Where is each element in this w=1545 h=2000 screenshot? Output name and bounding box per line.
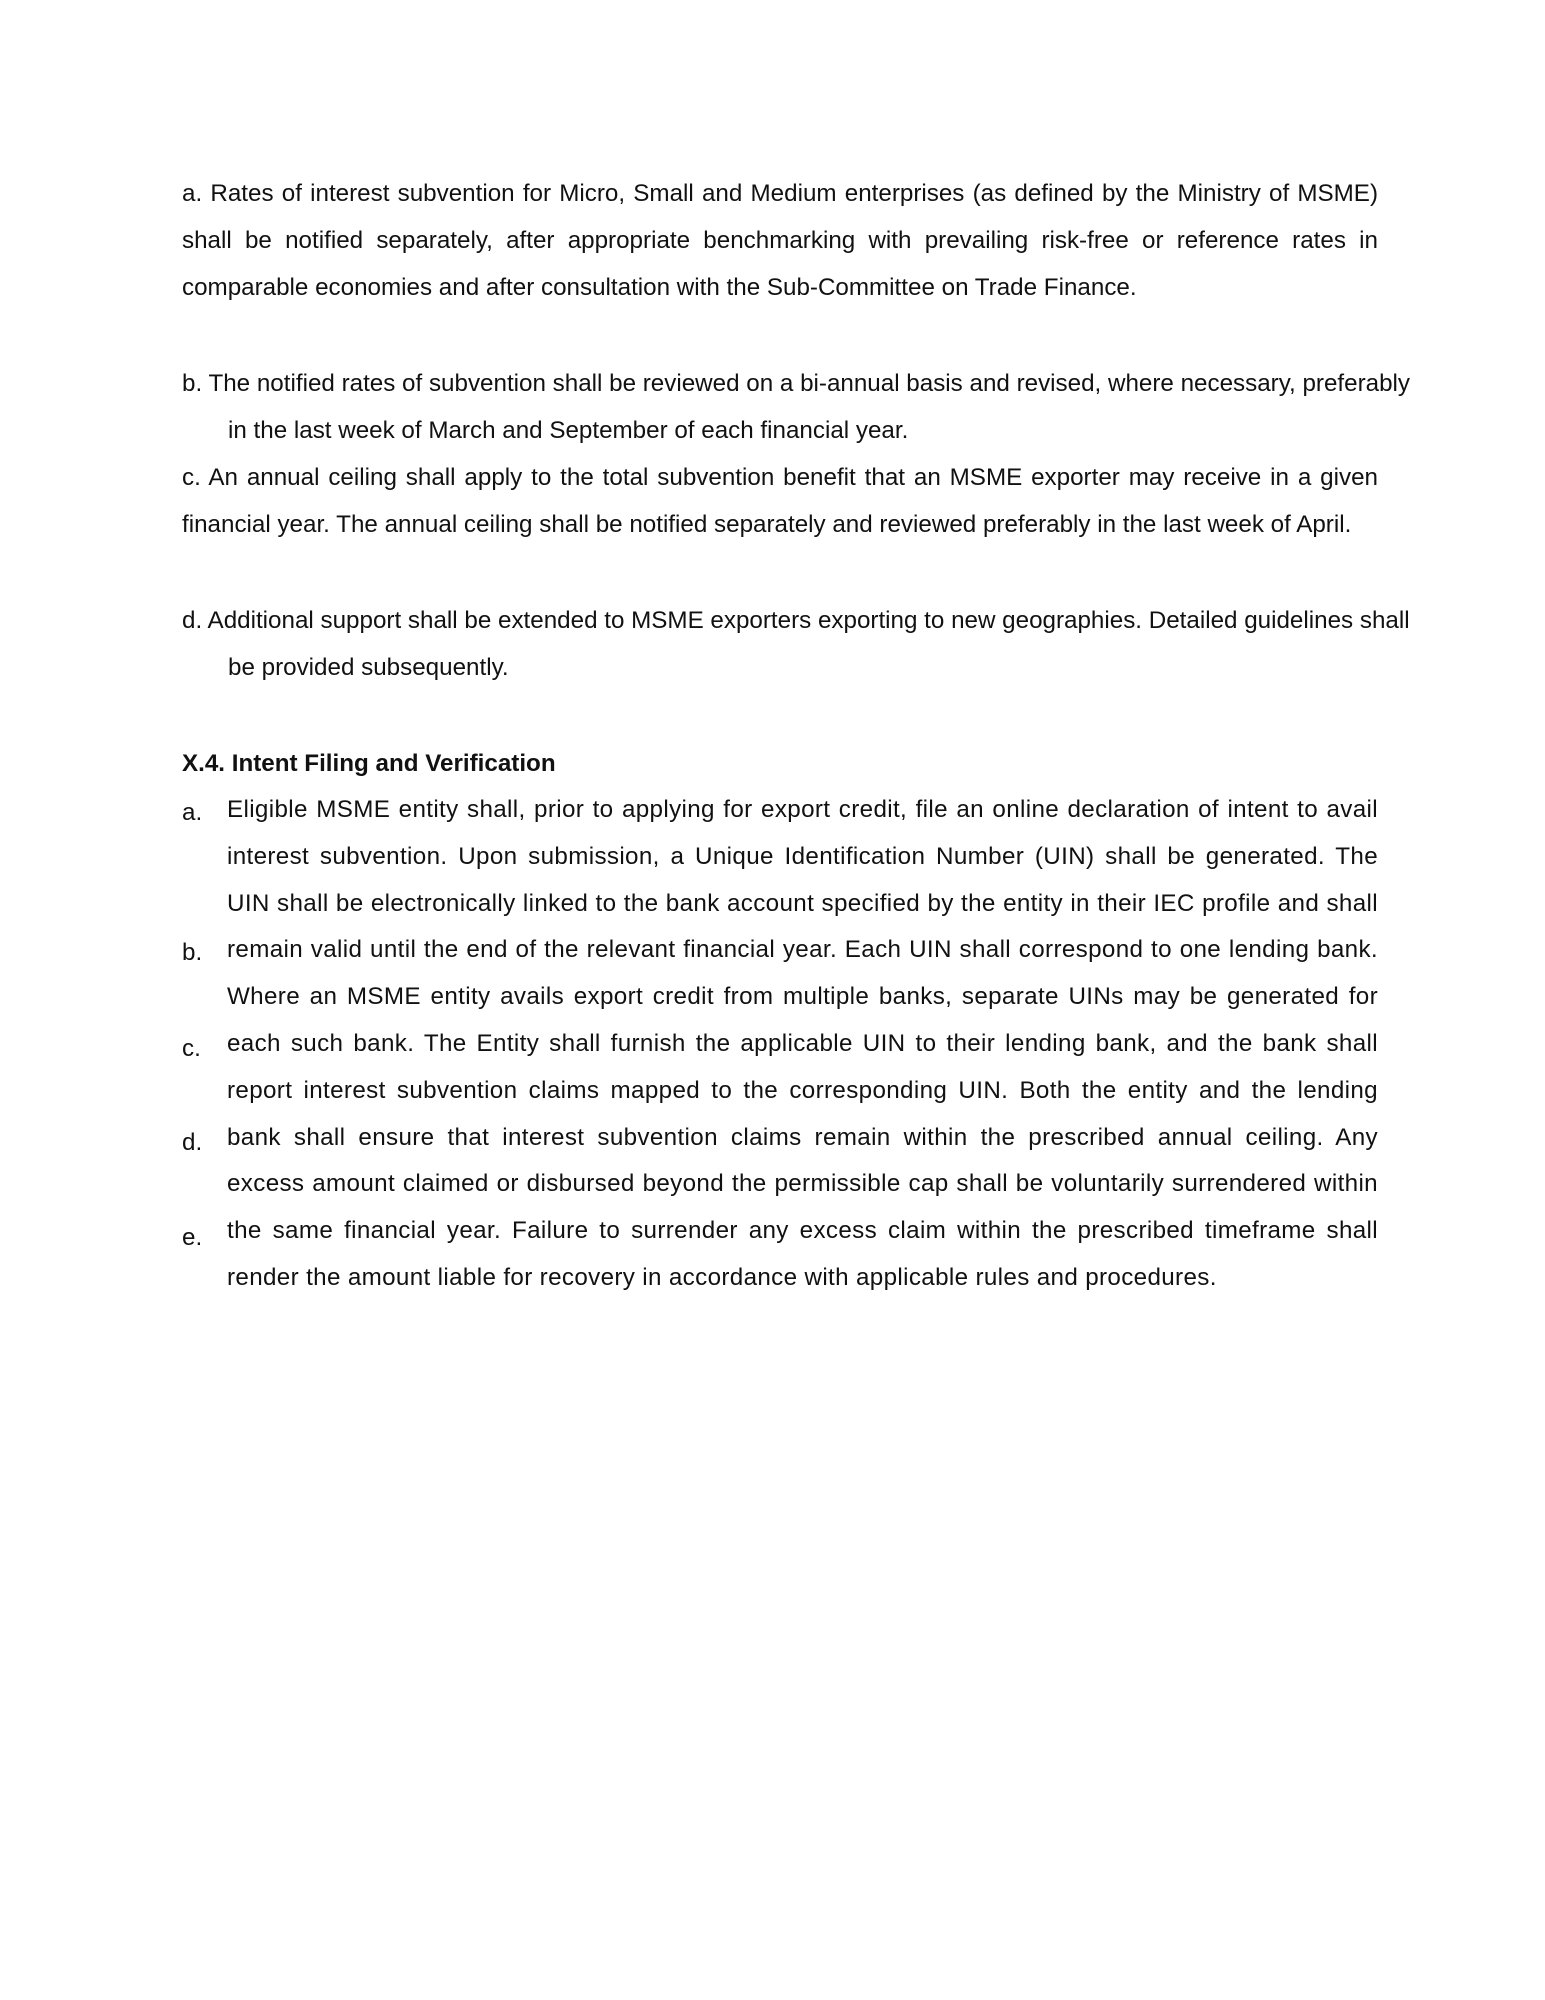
- section-heading-x4: X.4. Intent Filing and Verification: [182, 750, 556, 777]
- list-marker-d: d.: [182, 1129, 203, 1156]
- clause-b-rate-review: b. The notified rates of subvention shall be reviewed on a bi-annual basis and revised, where necessary, preferably in the last week of March and September of each financial year.: [182, 370, 1411, 444]
- section-x4-body: Eligible MSME entity shall, prior to applying for export credit, file an online declaration of intent to avail interest subvention. Upon submission, a Unique Identification Number (UIN) shall be generated. The UIN shall be electronically linked to the bank account specified by the entity in their IEC profile and shall remain valid until the end of the relevant financial year. Each UIN shall correspond to one lending bank. Where an MSME entity avails export credit from multiple banks, separate UINs may be generated for each such bank. The Entity shall furnish the applicable UIN to their lending bank, and the bank shall report interest subvention claims mapped to the corresponding UIN. Both the entity and the lending bank shall ensure that interest subvention claims remain within the prescribed annual ceiling. Any excess amount claimed or disbursed beyond the permissible cap shall be voluntarily surrendered within the same financial year. Failure to surrender any excess claim within the prescribed timeframe shall render the amount liable for recovery in accordance with applicable rules and procedures.: [227, 796, 1378, 1291]
- list-marker-a: a.: [182, 799, 203, 826]
- list-marker-c: c.: [182, 1035, 201, 1062]
- clause-c-annual-ceiling: c. An annual ceiling shall apply to the total subvention benefit that an MSME exporter may receive in a given financial year. The annual ceiling shall be notified separately and reviewed preferably in the last week of April.: [182, 464, 1378, 538]
- clause-a-interest-rates: a. Rates of interest subvention for Micro, Small and Medium enterprises (as defined by the Ministry of MSME) shall be notified separately, after appropriate benchmarking with prevailing risk-free or reference rates in comparable economies and after consultation with the Sub-Committee on Trade Finance.: [182, 180, 1378, 301]
- clause-d-additional-support: d. Additional support shall be extended to MSME exporters exporting to new geographies. Detailed guidelines shall be provided subsequently.: [182, 607, 1410, 681]
- list-marker-e: e.: [182, 1224, 203, 1251]
- list-marker-b: b.: [182, 939, 203, 966]
